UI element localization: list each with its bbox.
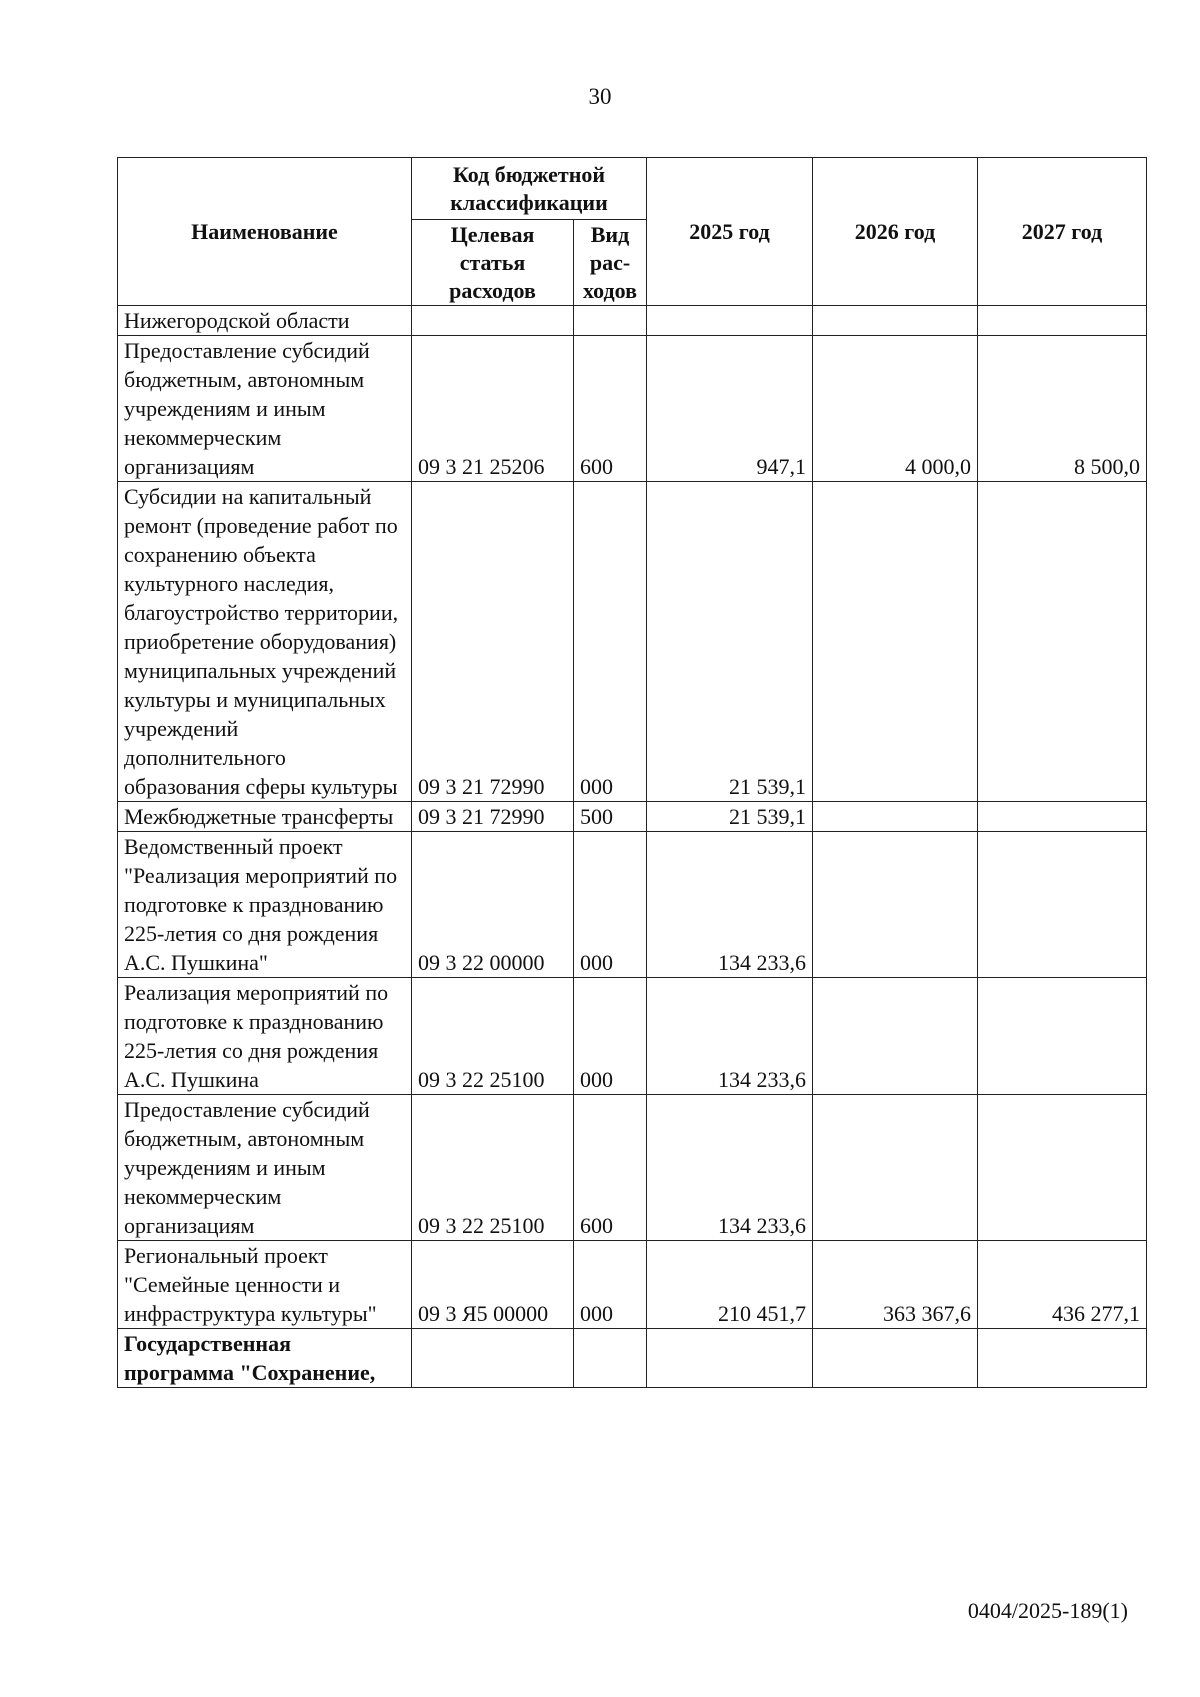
header-expense-type: Вид рас-ходов — [574, 220, 647, 306]
header-year-2025: 2025 год — [647, 158, 813, 306]
table-row — [118, 306, 1147, 336]
row-2025: 134 233,6 — [647, 978, 813, 1095]
header-name: Наименование — [118, 158, 412, 306]
table-row — [118, 978, 1147, 1095]
header-target-article: Целевая статья расходов — [412, 220, 574, 306]
row-2026: 4 000,0 — [813, 336, 978, 482]
row-2027: 436 277,1 — [978, 1241, 1147, 1329]
row-name: Предоставление субсидий бюджетным, автономным учреждениям и иным некоммерческим организациям — [118, 336, 412, 482]
row-2027 — [978, 802, 1147, 832]
row-code: 09 3 22 25100 — [412, 1095, 574, 1241]
table-row — [118, 1241, 1147, 1329]
row-kind — [574, 306, 647, 336]
row-code: 09 3 21 25206 — [412, 336, 574, 482]
row-2027 — [978, 482, 1147, 802]
budget-table — [117, 157, 1147, 1388]
header-year-2026: 2026 год — [813, 158, 978, 306]
header-budget-code: Код бюджетной классификации — [412, 158, 647, 220]
row-2026 — [813, 802, 978, 832]
row-2026 — [813, 1095, 978, 1241]
row-kind: 600 — [574, 1095, 647, 1241]
document-code: 0404/2025-189(1) — [967, 1598, 1128, 1623]
row-code: 09 3 22 25100 — [412, 978, 574, 1095]
row-kind: 600 — [574, 336, 647, 482]
page-number: 30 — [588, 84, 612, 109]
row-code: 09 3 Я5 00000 — [412, 1241, 574, 1329]
table-row — [118, 336, 1147, 482]
row-2027 — [978, 978, 1147, 1095]
row-2026 — [813, 1329, 978, 1388]
row-name: Ведомственный проект "Реализация мероприятий по подготовке к празднованию 225-летия со дня рождения А.С. Пушкина" — [118, 832, 412, 978]
row-2026: 363 367,6 — [813, 1241, 978, 1329]
row-kind: 000 — [574, 978, 647, 1095]
row-kind: 000 — [574, 482, 647, 802]
row-kind — [574, 1329, 647, 1388]
row-2026 — [813, 978, 978, 1095]
table-row — [118, 1329, 1147, 1388]
row-2025: 210 451,7 — [647, 1241, 813, 1329]
header-year-2027: 2027 год — [978, 158, 1147, 306]
table-row — [118, 832, 1147, 978]
row-code: 09 3 21 72990 — [412, 802, 574, 832]
row-2026 — [813, 482, 978, 802]
row-2027 — [978, 1329, 1147, 1388]
row-code: 09 3 21 72990 — [412, 482, 574, 802]
row-2025: 21 539,1 — [647, 802, 813, 832]
row-2025: 21 539,1 — [647, 482, 813, 802]
row-2027: 8 500,0 — [978, 336, 1147, 482]
row-2025 — [647, 1329, 813, 1388]
row-kind: 500 — [574, 802, 647, 832]
row-name: Нижегородской области — [118, 306, 412, 336]
row-2026 — [813, 832, 978, 978]
row-2027 — [978, 306, 1147, 336]
table-header — [118, 158, 1147, 306]
row-name: Субсидии на капитальный ремонт (проведение работ по сохранению объекта культурного наследия, благоустройство территории, приобретение оборудования) муниципальных учреждений культуры и муниципальных учреждений дополнительного образования сферы культуры — [118, 482, 412, 802]
row-code — [412, 1329, 574, 1388]
row-name: Межбюджетные трансферты — [118, 802, 412, 832]
table-row — [118, 802, 1147, 832]
row-name: Государственная программа "Сохранение, — [118, 1329, 412, 1388]
row-code — [412, 306, 574, 336]
row-code: 09 3 22 00000 — [412, 832, 574, 978]
row-name: Региональный проект "Семейные ценности и инфраструктура культуры" — [118, 1241, 412, 1329]
table-row — [118, 1095, 1147, 1241]
row-2027 — [978, 832, 1147, 978]
row-name: Реализация мероприятий по подготовке к празднованию 225-летия со дня рождения А.С. Пушкина — [118, 978, 412, 1095]
row-name: Предоставление субсидий бюджетным, автономным учреждениям и иным некоммерческим организациям — [118, 1095, 412, 1241]
row-2025 — [647, 306, 813, 336]
row-2025: 947,1 — [647, 336, 813, 482]
table-row — [118, 482, 1147, 802]
row-kind: 000 — [574, 832, 647, 978]
row-2026 — [813, 306, 978, 336]
row-kind: 000 — [574, 1241, 647, 1329]
row-2027 — [978, 1095, 1147, 1241]
row-2025: 134 233,6 — [647, 1095, 813, 1241]
row-2025: 134 233,6 — [647, 832, 813, 978]
